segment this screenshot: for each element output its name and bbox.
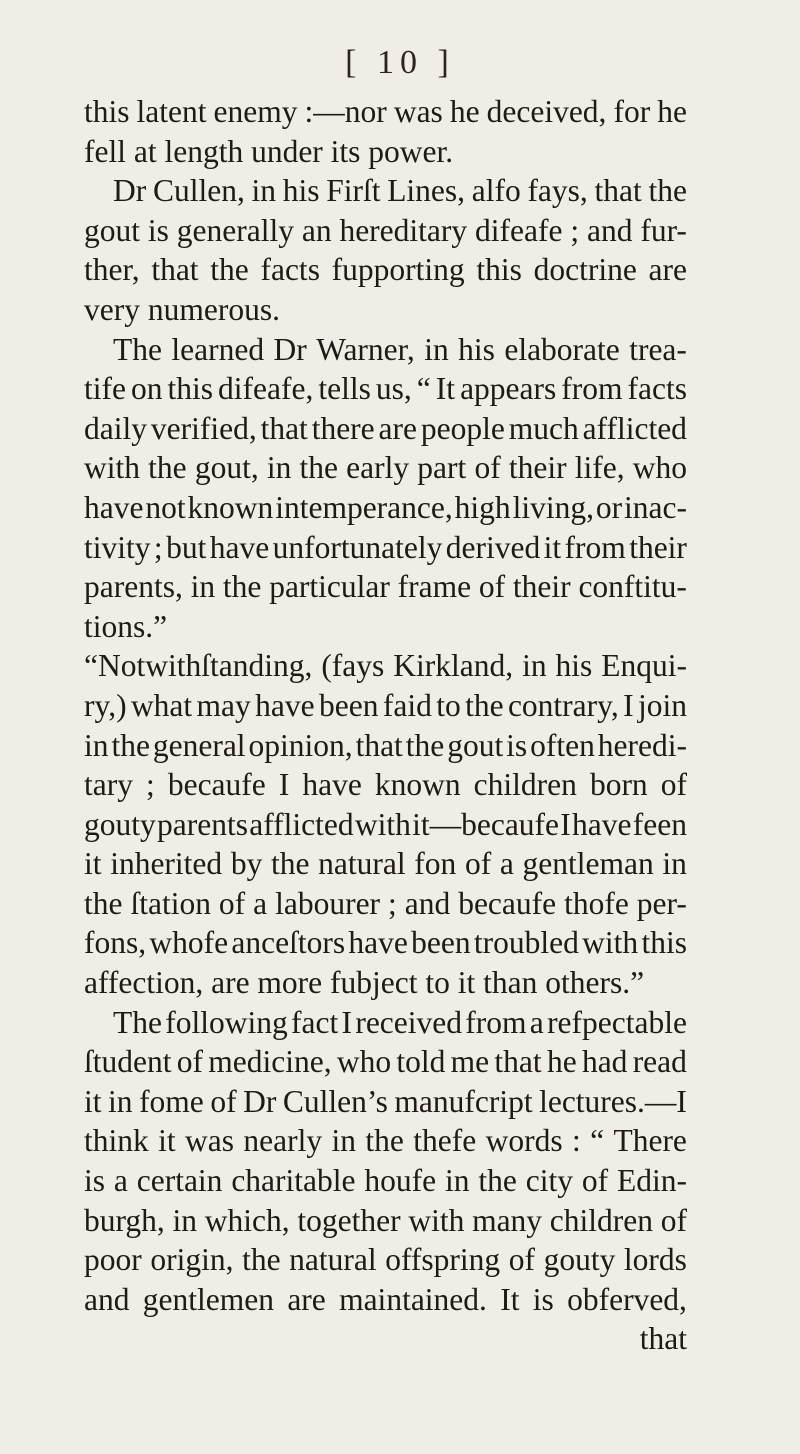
body-text [0, 92, 800, 1359]
text-line: tions.” [84, 608, 168, 644]
text-line: The following fact I received from a refpectable [113, 1004, 687, 1040]
text-line: tivity ; but have unfortunately derived it from their [84, 529, 687, 565]
text-line: daily verified, that there are people much afflicted [84, 410, 687, 446]
text-line: with the gout, in the early part of their life, who [84, 450, 687, 486]
text-line: fell at length under its power. [84, 133, 454, 169]
text-line: fons, whofe anceſtors have been troubled with this [84, 925, 687, 961]
text-line: “Notwithſtanding, (fays Kirkland, in his Enqui- [84, 648, 687, 684]
text-line: and gentlemen are maintained. It is obferved, [84, 1281, 687, 1317]
text-line: tife on this difeafe, tells us, “ It appears from facts [84, 371, 687, 407]
text-line: poor origin, the natural offspring of gouty lords [84, 1242, 687, 1278]
text-line: tary ; becaufe I have known children born of [84, 767, 687, 803]
text-line: burgh, in which, together with many children of [84, 1202, 687, 1238]
text-line: The learned Dr Warner, in his elaborate trea- [113, 331, 687, 367]
text-line: is a certain charitable houfe in the city of Edin- [84, 1163, 687, 1199]
text-line: the ſtation of a labourer ; and becaufe thofe per- [84, 885, 687, 921]
text-line: ry,) what may have been faid to the contrary, I join [84, 687, 687, 723]
text-line: have not known intemperance, high living, or inac- [84, 489, 687, 525]
text-line: this latent enemy :—nor was he deceived, for he [84, 94, 687, 129]
text-line: gouty parents afflicted with it—becaufe I have feen [84, 806, 687, 842]
text-line: it inherited by the natural fon of a gentleman in [84, 846, 687, 882]
text-line: ther, that the facts fupporting this doctrine are [84, 252, 687, 288]
text-line: affection, are more fubject to it than others.” [84, 965, 645, 1001]
text-line: in the general opinion, that the gout is often heredi- [84, 727, 687, 763]
page-number-header: [ 10 ] [345, 44, 455, 81]
text-line: Dr Cullen, in his Firſt Lines, alfo fays, that the [113, 173, 687, 209]
catchword: that [639, 1321, 687, 1357]
text-line: ſtudent of medicine, who told me that he had read [84, 1044, 687, 1080]
text-line: parents, in the particular frame of their conftitu- [84, 569, 687, 605]
text-line: it in fome of Dr Cullen’s manufcript lectures.—I [84, 1083, 687, 1119]
text-line: very numerous. [84, 291, 280, 327]
text-line: gout is generally an hereditary difeafe ; and fur- [84, 212, 687, 248]
text-line: think it was nearly in the thefe words : “ There [84, 1123, 687, 1159]
